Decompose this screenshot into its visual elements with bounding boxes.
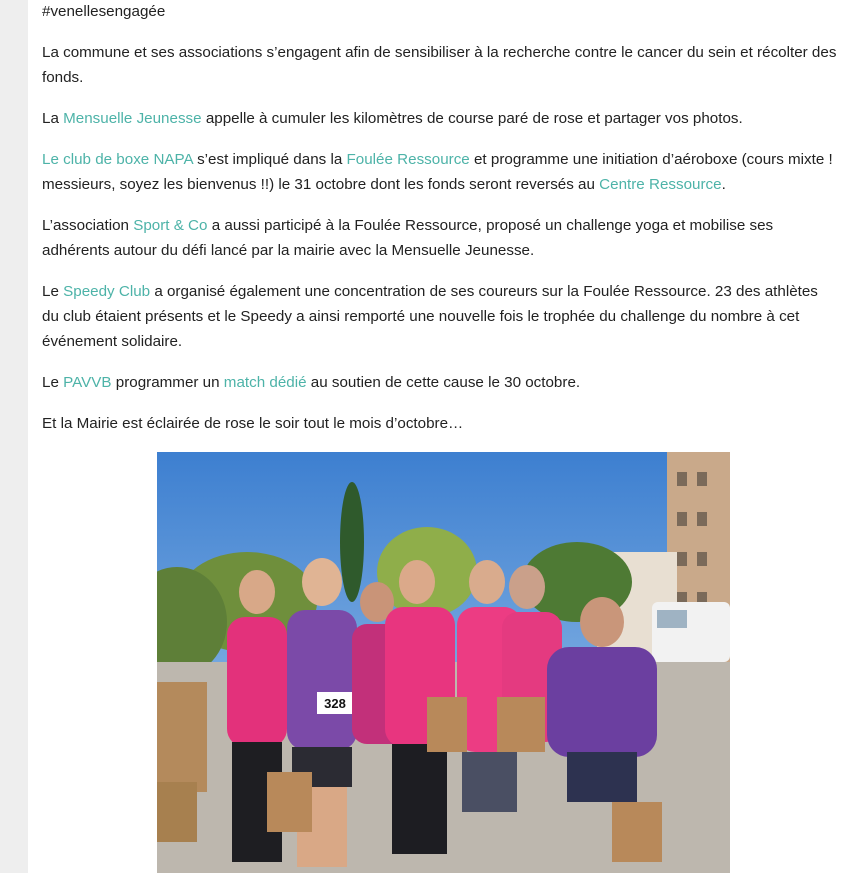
text-segment: La bbox=[42, 110, 64, 127]
paragraph-mensuelle bbox=[42, 106, 838, 131]
text-segment: Le bbox=[42, 283, 64, 300]
left-sidebar-rail bbox=[0, 0, 28, 873]
link-foulee-ressource[interactable]: Foulée Ressource bbox=[346, 151, 470, 168]
text-segment: au soutien de cette cause le 30 octobre. bbox=[306, 374, 581, 391]
hashtag: #venellesengagée bbox=[42, 3, 166, 20]
text-segment: a aussi participé à la Foulée Ressource, proposé un challenge yoga et mobilise ses adhérents autour du défi lancé par la mairie avec la Mensuelle Jeunesse. bbox=[42, 217, 774, 259]
text-segment: a organisé également une concentration de ses coureurs sur la Foulée Ressource. 23 des athlètes du club étaient présents et le Speedy a ainsi remporté une nouvelle fois le trophée du challenge du nombre à cet événement solidaire. bbox=[42, 283, 818, 350]
paragraph-pavvb bbox=[42, 370, 838, 395]
article-body bbox=[42, 0, 838, 452]
paragraph-boxe bbox=[42, 147, 838, 197]
text-segment: s’est impliqué dans la bbox=[192, 151, 347, 168]
link-club-boxe-napa[interactable]: Le club de boxe NAPA bbox=[42, 151, 193, 168]
photo-illustration bbox=[157, 452, 730, 873]
text-segment: et programme une initiation d’aéroboxe (cours mixte ! messieurs, soyez les bienvenus !!) le 31 octobre dont les fonds seront reversés au bbox=[42, 151, 833, 193]
paragraph-mairie: Et la Mairie est éclairée de rose le soir tout le mois d’octobre… bbox=[42, 415, 464, 432]
text-segment: appelle à cumuler les kilomètres de course paré de rose et partager vos photos. bbox=[201, 110, 743, 127]
link-match-dedie[interactable]: match dédié bbox=[223, 374, 307, 391]
link-speedy-club[interactable]: Speedy Club bbox=[63, 283, 151, 300]
text-segment: programmer un bbox=[111, 374, 224, 391]
paragraph-sport-co bbox=[42, 213, 838, 263]
link-sport-co[interactable]: Sport & Co bbox=[133, 217, 208, 234]
link-pavvb[interactable]: PAVVB bbox=[63, 374, 112, 391]
event-photo bbox=[157, 452, 730, 873]
link-mensuelle-jeunesse[interactable]: Mensuelle Jeunesse bbox=[63, 110, 202, 127]
race-bib-number: 328 bbox=[324, 696, 346, 711]
text-segment: L’association bbox=[42, 217, 134, 234]
paragraph-intro: La commune et ses associations s’engagent afin de sensibiliser à la recherche contre le cancer du sein et récolter des fonds. bbox=[42, 44, 837, 86]
text-segment: Le bbox=[42, 374, 64, 391]
paragraph-speedy bbox=[42, 279, 838, 354]
text-segment: . bbox=[721, 176, 726, 193]
link-centre-ressource[interactable]: Centre Ressource bbox=[599, 176, 722, 193]
